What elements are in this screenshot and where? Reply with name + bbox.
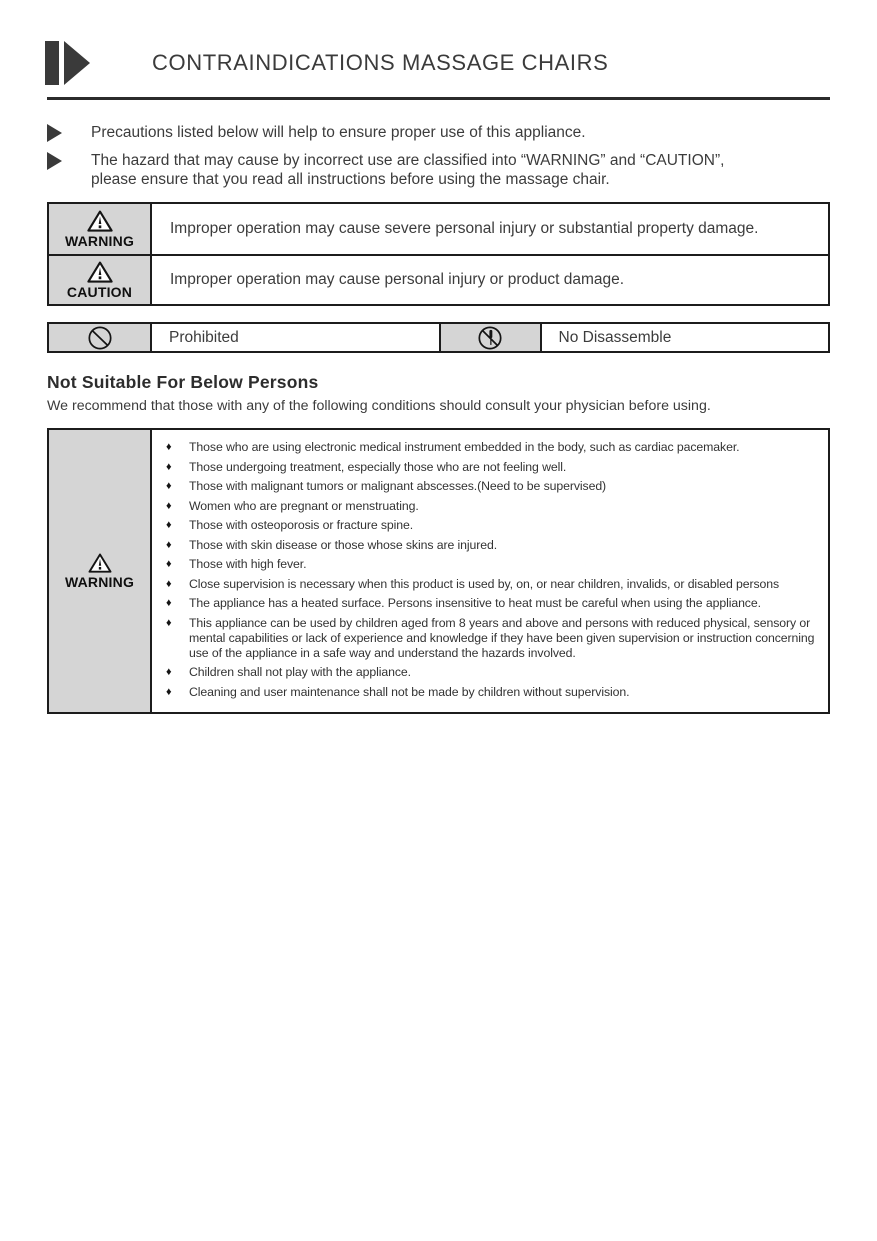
diamond-bullet-icon bbox=[166, 479, 178, 494]
list-item bbox=[164, 499, 820, 514]
precaution-line: please ensure that you read all instructions before using the massage chair. bbox=[91, 171, 610, 188]
warning-cell bbox=[49, 430, 152, 712]
diamond-bullet-icon bbox=[166, 440, 178, 455]
list-item-text: Those with osteoporosis or fracture spine. bbox=[189, 518, 414, 532]
diamond-bullet-icon bbox=[166, 685, 178, 700]
symbol-label: No Disassemble bbox=[558, 328, 672, 346]
diamond-bullet-icon bbox=[166, 460, 178, 475]
precaution-text bbox=[91, 151, 724, 189]
diamond-bullet-icon bbox=[166, 616, 178, 631]
contraindications-table bbox=[47, 428, 830, 714]
symbol-icon-cell bbox=[49, 324, 152, 351]
divider-rule bbox=[47, 97, 830, 100]
diamond-bullet-icon bbox=[166, 577, 178, 592]
no-disassemble-icon bbox=[477, 325, 503, 351]
list-item-text: Women who are pregnant or menstruating. bbox=[189, 498, 419, 513]
list-item-text: Those undergoing treatment, especially those who are not feeling well. bbox=[189, 459, 567, 474]
list-item-text: This appliance can be used by children aged from 8 years and above and persons with reduced physical, sensory or mental capabilities or lack of experience and knowledge if they have been given supervision or instruction concerning use of the appliance in a safe way and understand the hazards involved. bbox=[189, 615, 815, 660]
precaution-line: Precautions listed below will help to ensure proper use of this appliance. bbox=[91, 124, 586, 141]
list-item bbox=[164, 665, 820, 680]
diamond-bullet-icon bbox=[166, 499, 178, 514]
hazard-row-caution bbox=[49, 254, 828, 304]
diamond-bullet-icon bbox=[166, 557, 178, 572]
list-item bbox=[164, 440, 820, 455]
header bbox=[47, 0, 830, 86]
list-item bbox=[164, 557, 820, 572]
hazard-label-cell bbox=[49, 204, 152, 254]
list-item-text: Those with high fever. bbox=[189, 557, 307, 571]
warning-triangle-icon bbox=[87, 261, 113, 283]
list-item-text: The appliance has a heated surface. Persons insensitive to heat must be careful when using the appliance. bbox=[189, 596, 761, 610]
list-item bbox=[164, 685, 820, 700]
diamond-bullet-icon bbox=[166, 518, 178, 533]
list-item-text: Children shall not play with the appliance. bbox=[189, 665, 411, 679]
symbol-icon-cell bbox=[439, 324, 542, 351]
section-heading: Not Suitable For Below Persons bbox=[47, 372, 319, 392]
triangle-bullet-icon bbox=[47, 152, 62, 170]
contraindication-list bbox=[152, 430, 828, 712]
warning-label: WARNING bbox=[64, 573, 135, 590]
hazard-label: CAUTION bbox=[66, 283, 133, 300]
list-item bbox=[164, 577, 820, 592]
precaution-item bbox=[47, 123, 830, 142]
triangle-bullet-icon bbox=[47, 124, 62, 142]
symbol-label: Prohibited bbox=[169, 328, 239, 346]
list-item-text: Cleaning and user maintenance shall not be made by children without supervision. bbox=[189, 684, 630, 699]
list-item bbox=[164, 616, 820, 661]
list-item bbox=[164, 538, 820, 553]
list-item-text: Those who are using electronic medical instrument embedded in the body, such as cardiac pacemaker. bbox=[189, 440, 740, 454]
list-item-text: Those with malignant tumors or malignant abscesses.(Need to be supervised) bbox=[189, 479, 607, 493]
list-item bbox=[164, 596, 820, 611]
precaution-text bbox=[91, 123, 586, 142]
hazard-label-cell bbox=[49, 256, 152, 304]
page-title: CONTRAINDICATIONS MASSAGE CHAIRS bbox=[152, 50, 609, 75]
warning-triangle-icon bbox=[88, 553, 112, 573]
list-item bbox=[164, 518, 820, 533]
list-item-text: Close supervision is necessary when this product is used by, on, or near children, invalids, or disabled persons bbox=[189, 576, 780, 591]
warning-triangle-icon bbox=[87, 210, 113, 232]
precaution-line: The hazard that may cause by incorrect use are classified into “WARNING” and “CAUTION”, bbox=[91, 152, 725, 169]
hazard-description: Improper operation may cause personal injury or product damage. bbox=[170, 271, 625, 288]
list-item-text: Those with skin disease or those whose skins are injured. bbox=[189, 537, 498, 552]
diamond-bullet-icon bbox=[166, 596, 178, 611]
list-item bbox=[164, 479, 820, 494]
diamond-bullet-icon bbox=[166, 665, 178, 680]
diamond-bullet-icon bbox=[166, 538, 178, 553]
section-intro: We recommend that those with any of the following conditions should consult your physician before using. bbox=[47, 398, 711, 414]
precaution-item bbox=[47, 151, 830, 189]
hazard-label: WARNING bbox=[64, 232, 135, 249]
symbol-table bbox=[47, 322, 830, 353]
hazard-row-warning bbox=[49, 204, 828, 254]
hazard-table bbox=[47, 202, 830, 306]
list-item bbox=[164, 460, 820, 475]
hazard-description: Improper operation may cause severe personal injury or substantial property damage. bbox=[170, 220, 759, 237]
section-marker-icon bbox=[45, 40, 91, 86]
precautions-section bbox=[47, 123, 830, 189]
prohibited-icon bbox=[87, 325, 113, 351]
